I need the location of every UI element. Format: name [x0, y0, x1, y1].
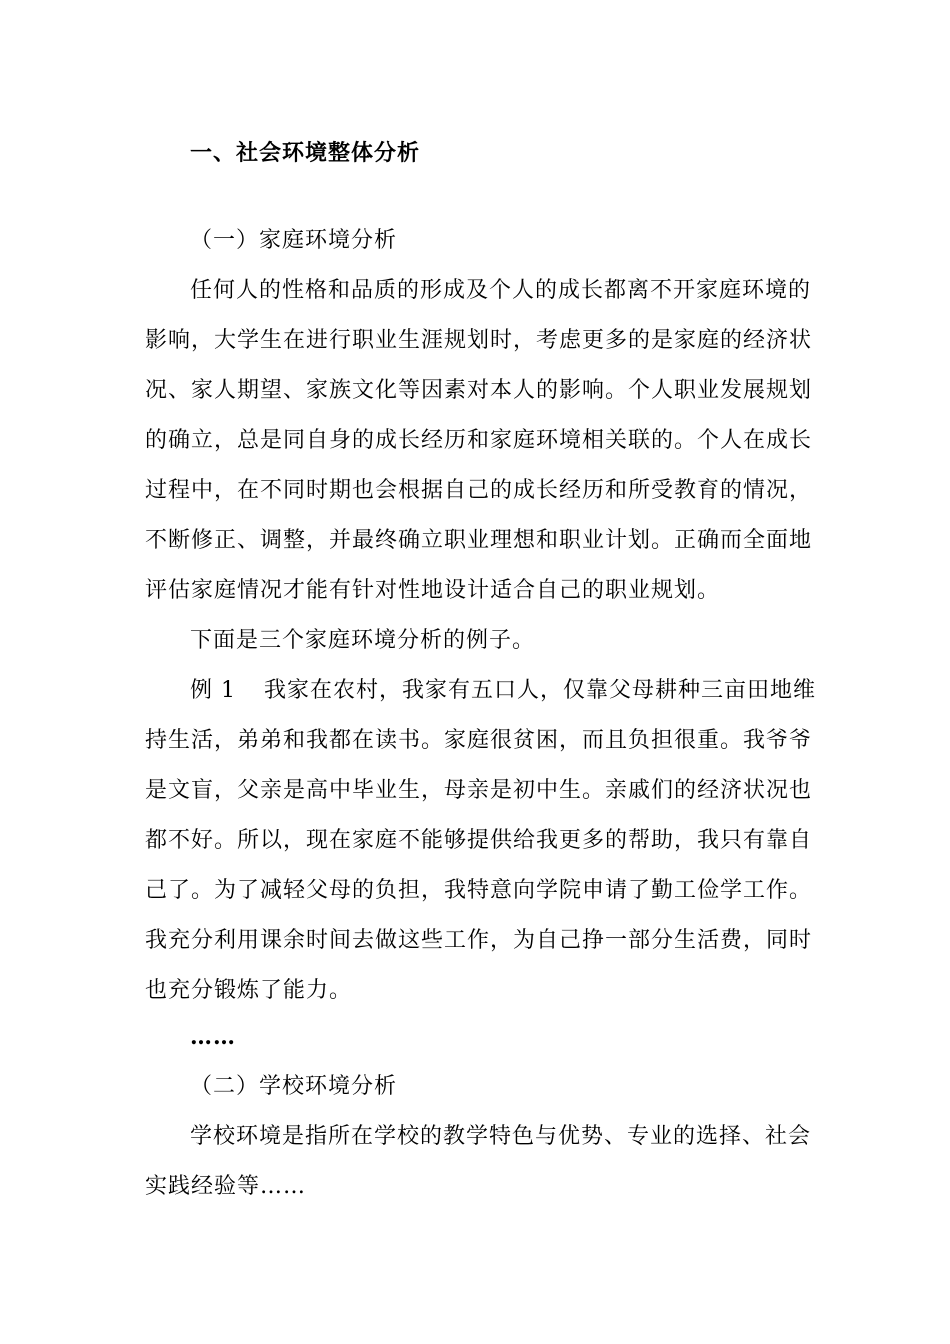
- example-label: 例 1: [190, 678, 236, 703]
- paragraph-line: 的确立，总是同自身的成长经历和家庭环境相关联的。个人在成长: [145, 428, 813, 453]
- example-text: 我家在农村，我家有五口人，仅靠父母耕种三亩田地维: [264, 678, 817, 703]
- paragraph-line: 过程中，在不同时期也会根据自己的成长经历和所受教育的情况，: [145, 478, 813, 503]
- paragraph-line: 任何人的性格和品质的形成及个人的成长都离不开家庭环境的: [190, 278, 812, 303]
- examples-intro: 下面是三个家庭环境分析的例子。: [190, 628, 536, 653]
- ellipsis: ……: [190, 1024, 236, 1050]
- paragraph-line: 学校环境是指所在学校的教学特色与优势、专业的选择、社会: [190, 1124, 812, 1149]
- section-heading: 一、社会环境整体分析: [190, 140, 421, 166]
- paragraph-line: 影响，大学生在进行职业生涯规划时，考虑更多的是家庭的经济状: [145, 328, 813, 353]
- example-line: 己了。为了减轻父母的负担，我特意向学院申请了勤工俭学工作。: [145, 878, 813, 903]
- example-line: 都不好。所以，现在家庭不能够提供给我更多的帮助，我只有靠自: [145, 828, 813, 853]
- example-line: 是文盲，父亲是高中毕业生，母亲是初中生。亲戚们的经济状况也: [145, 778, 813, 803]
- example-line: 也充分锻炼了能力。: [145, 978, 353, 1003]
- paragraph-line: 评估家庭情况才能有针对性地设计适合自己的职业规划。: [145, 578, 721, 603]
- paragraph-line: 况、家人期望、家族文化等因素对本人的影响。个人职业发展规划: [145, 378, 813, 403]
- paragraph-line: 不断修正、调整，并最终确立职业理想和职业计划。正确而全面地: [145, 528, 813, 553]
- example-first-line: [190, 676, 817, 706]
- example-line: 我充分利用课余时间去做这些工作，为自己挣一部分生活费，同时: [145, 928, 813, 953]
- paragraph-line: 实践经验等……: [145, 1174, 307, 1199]
- subsection-title-family: （一）家庭环境分析: [190, 228, 398, 253]
- example-line: 持生活，弟弟和我都在读书。家庭很贫困，而且负担很重。我爷爷: [145, 728, 813, 753]
- subsection-title-school: （二）学校环境分析: [190, 1074, 398, 1099]
